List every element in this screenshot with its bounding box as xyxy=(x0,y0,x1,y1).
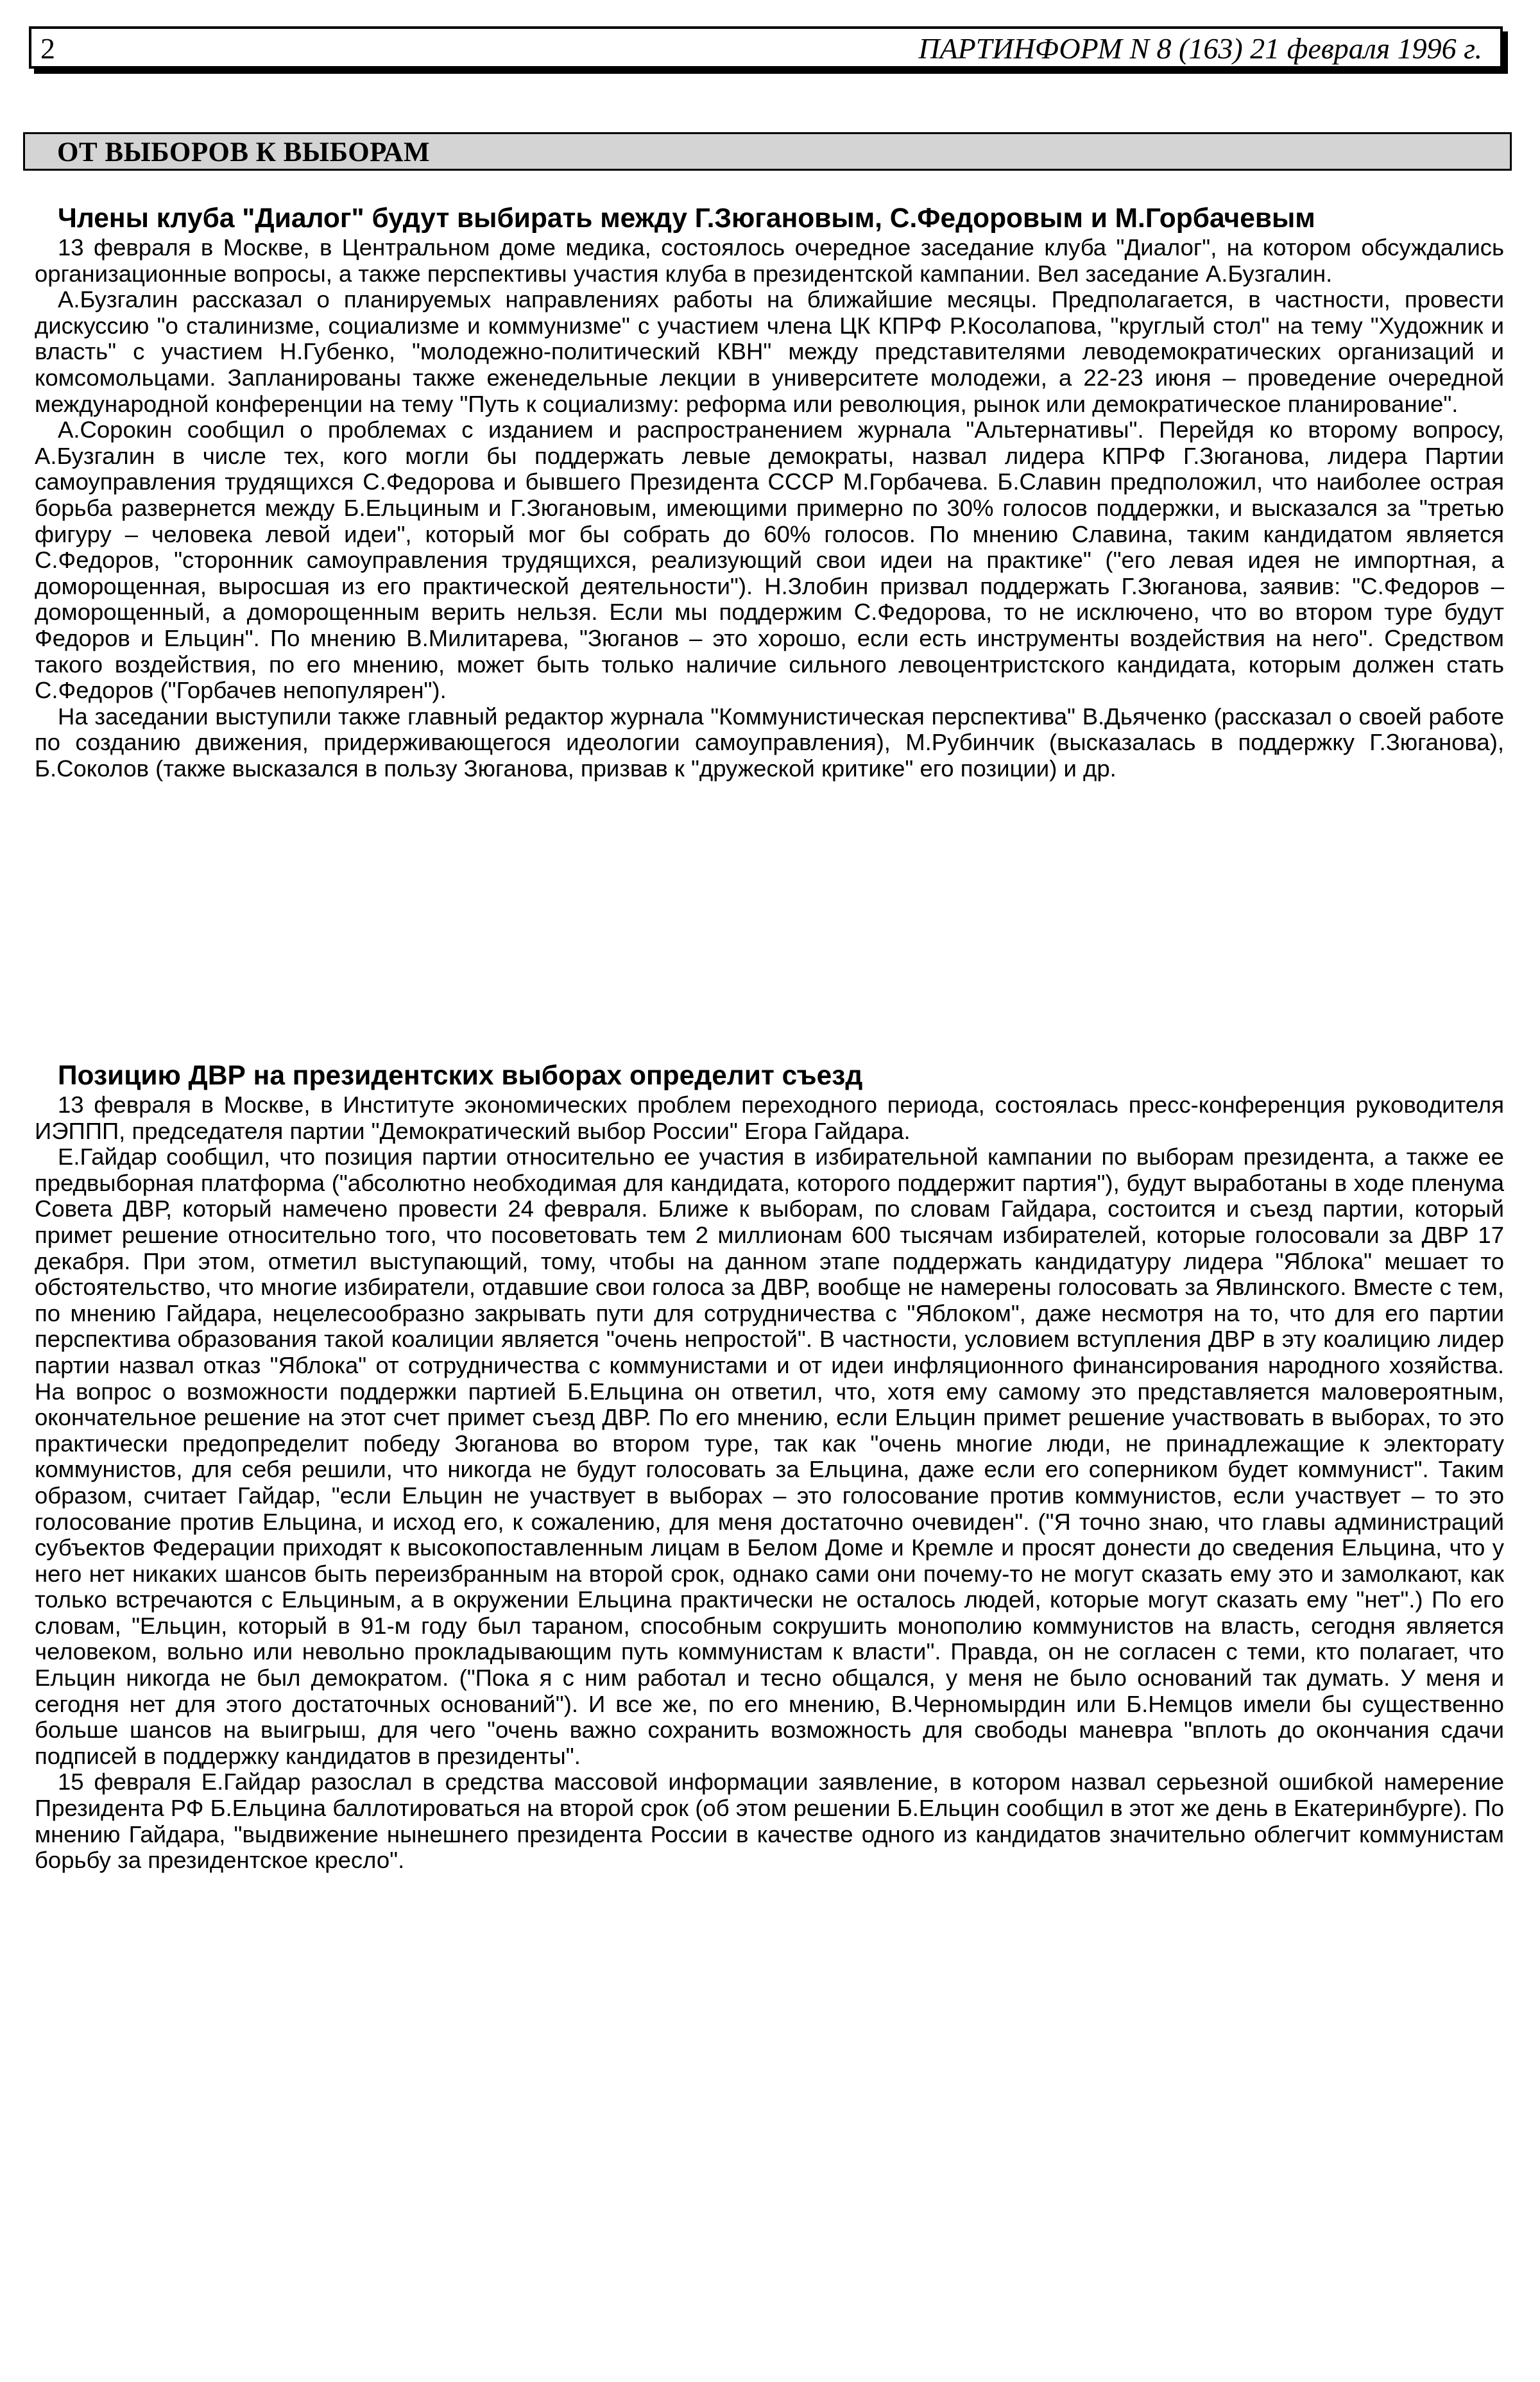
article-paragraph: А.Бузгалин рассказал о планируемых направлениях работы на ближайшие месяцы. Предполагается, в частности, провести дискуссию "о сталинизме, социализме и коммунизме" с участием члена ЦК КПРФ Р.Косолапова, "круглый стол" на тему "Художник и власть" с участием Н.Губенко, "молодежно-политический КВН" между представителями леводемократических организаций и комсомольцами. Запланированы также еженедельные лекции в университете молодежи, а 22-23 июня – проведение очередной международной конференции на тему "Путь к социализму: реформа или революция, рынок или демократическое планирование". xyxy=(35,286,1504,417)
article-paragraph: 13 февраля в Москве, в Центральном доме медика, состоялось очередное заседание клуба "Диалог", на котором обсуждались организационные вопросы, а также перспективы участия клуба в президентской кампании. Вел заседание А.Бузгалин. xyxy=(35,234,1504,287)
article-paragraph: А.Сорокин сообщил о проблемах с изданием и распространением журнала "Альтернативы". Перейдя ко второму вопросу, А.Бузгалин в числе тех, кого могли бы поддержать левые демократы, назвал лидера КПРФ Г.Зюганова, лидера Партии самоуправления трудящихся С.Федорова и бывшего Президента СССР М.Горбачева. Б.Славин предположил, что наиболее острая борьба развернется между Б.Ельциным и Г.Зюгановым, имеющими примерно по 30% голосов поддержки, и высказался за "третью фигуру – человека левой идеи", который мог бы собрать до 60% голосов. По мнению Славина, таким кандидатом является С.Федоров, "сторонник самоуправления трудящихся, реализующий свои идеи на практике" ("его левая идея не импортная, а доморощенная, выросшая из его практической деятельности"). Н.Злобин призвал поддержать Г.Зюганова, заявив: "С.Федоров – доморощенный, а доморощенным верить нельзя. Если мы поддержим С.Федорова, то не исключено, что во втором туре будут Федоров и Ельцин". По мнению В.Милитарева, "Зюганов – это хорошо, если есть инструменты воздействия на него". Средством такого воздействия, по его мнению, может быть только наличие сильного левоцентристского кандидата, которым должен стать С.Федоров ("Горбачев непопулярен"). xyxy=(35,416,1504,704)
article-dvr-position xyxy=(35,1060,1504,1874)
article-paragraph: На заседании выступили также главный редактор журнала "Коммунистическая перспектива" В.Дьяченко (рассказал о своей работе по созданию движения, придерживающегося идеологии самоуправления), М.Рубинчик (высказалась в поддержку Г.Зюганова), Б.Соколов (также высказался в пользу Зюганова, призвав к "дружеской критике" его позиции) и др. xyxy=(35,703,1504,782)
page-number: 2 xyxy=(40,32,55,65)
article-headline: Члены клуба "Диалог" будут выбирать между Г.Зюгановым, С.Федоровым и М.Горбачевым xyxy=(58,203,1315,234)
article-dialog-club xyxy=(35,203,1504,782)
article-paragraph: 13 февраля в Москве, в Институте экономических проблем переходного периода, состоялась пресс-конференция руководителя ИЭППП, председателя партии "Демократический выбор России" Егора Гайдара. xyxy=(35,1092,1504,1144)
section-banner xyxy=(23,132,1512,171)
article-paragraph: Е.Гайдар сообщил, что позиция партии относительно ее участия в избирательной кампании по выборам президента, а также ее предвыборная платформа ("абсолютно необходимая для кандидата, которого поддержит партия"), будут выработаны в ходе пленума Совета ДВР, который намечено провести 24 февраля. Ближе к выборам, по словам Гайдара, состоится и съезд партии, который примет решение относительно того, что посоветовать тем 2 миллионам 600 тысячам избирателей, которые голосовали за ДВР 17 декабря. При этом, отметил выступающий, тому, чтобы на данном этапе поддержать кандидатуру лидера "Яблока" мешает то обстоятельство, что многие избиратели, отдавшие свои голоса за ДВР, вообще не намерены голосовать за Явлинского. Вместе с тем, по мнению Гайдара, нецелесообразно закрывать пути для сотрудничества с "Яблоком", даже несмотря на то, что для его партии перспектива образования такой коалиции является "очень непростой". В частности, условием вступления ДВР в эту коалицию лидер партии назвал отказ "Яблока" от сотрудничества с коммунистами и от идеи инфляционного финансирования народного хозяйства. На вопрос о возможности поддержки партией Б.Ельцина он ответил, что, хотя ему самому это представляется маловероятным, окончательное решение на этот счет примет съезд ДВР. По его мнению, если Ельцин примет решение участвовать в выборах, то это практически предопределит победу Зюганова во втором туре, так как "очень многие люди, не принадлежащие к электорату коммунистов, для себя решили, что никогда не будут голосовать за Ельцина, даже если его соперником будет коммунист". Таким образом, считает Гайдар, "если Ельцин не участвует в выборах – это голосование против коммунистов, если участвует – то это голосование против Ельцина, и исход его, к сожалению, для меня достаточно очевиден". ("Я точно знаю, что главы администраций субъектов Федерации приходят к высокопоставленным лицам в Белом Доме и Кремле и просят донести до сведения Ельцина, что у него нет никаких шансов быть переизбранным на второй срок, однако сами они почему-то не могут сказать ему это и замолкают, как только встречаются с Ельциным, а в окружении Ельцина практически не осталось людей, которые могут сказать ему "нет".) По его словам, "Ельцин, который в 91-м году был тараном, способным сокрушить монополию коммунистов на власть, сегодня является человеком, вольно или невольно прокладывающим путь коммунистам к власти". Правда, он не согласен с теми, кто полагает, что Ельцин никогда не был демократом. ("Пока я с ним работал и тесно общался, у меня не было оснований так думать. У меня и сегодня нет для этого достаточных оснований"). И все же, по его мнению, В.Черномырдин или Б.Немцов имели бы существенно больше шансов на выигрыш, для чего "очень важно сохранить возможность для свободы маневра "вплоть до окончания сдачи подписей в поддержку кандидатов в президенты". xyxy=(35,1144,1504,1769)
section-title: ОТ ВЫБОРОВ К ВЫБОРАМ xyxy=(57,137,431,167)
page-header xyxy=(29,26,1503,69)
article-paragraph: 15 февраля Е.Гайдар разослал в средства массовой информации заявление, в котором назвал серьезной ошибкой намерение Президента РФ Б.Ельцина баллотироваться на второй срок (об этом решении Б.Ельцин сообщил в этот же день в Екатеринбурге). По мнению Гайдара, "выдвижение нынешнего президента России в качестве одного из кандидатов значительно облегчит коммунистам борьбу за президентское кресло". xyxy=(35,1769,1504,1874)
article-headline: Позицию ДВР на президентских выборах определит съезд xyxy=(58,1061,863,1091)
issue-line: ПАРТИНФОРМ N 8 (163) 21 февраля 1996 г. xyxy=(918,32,1482,65)
